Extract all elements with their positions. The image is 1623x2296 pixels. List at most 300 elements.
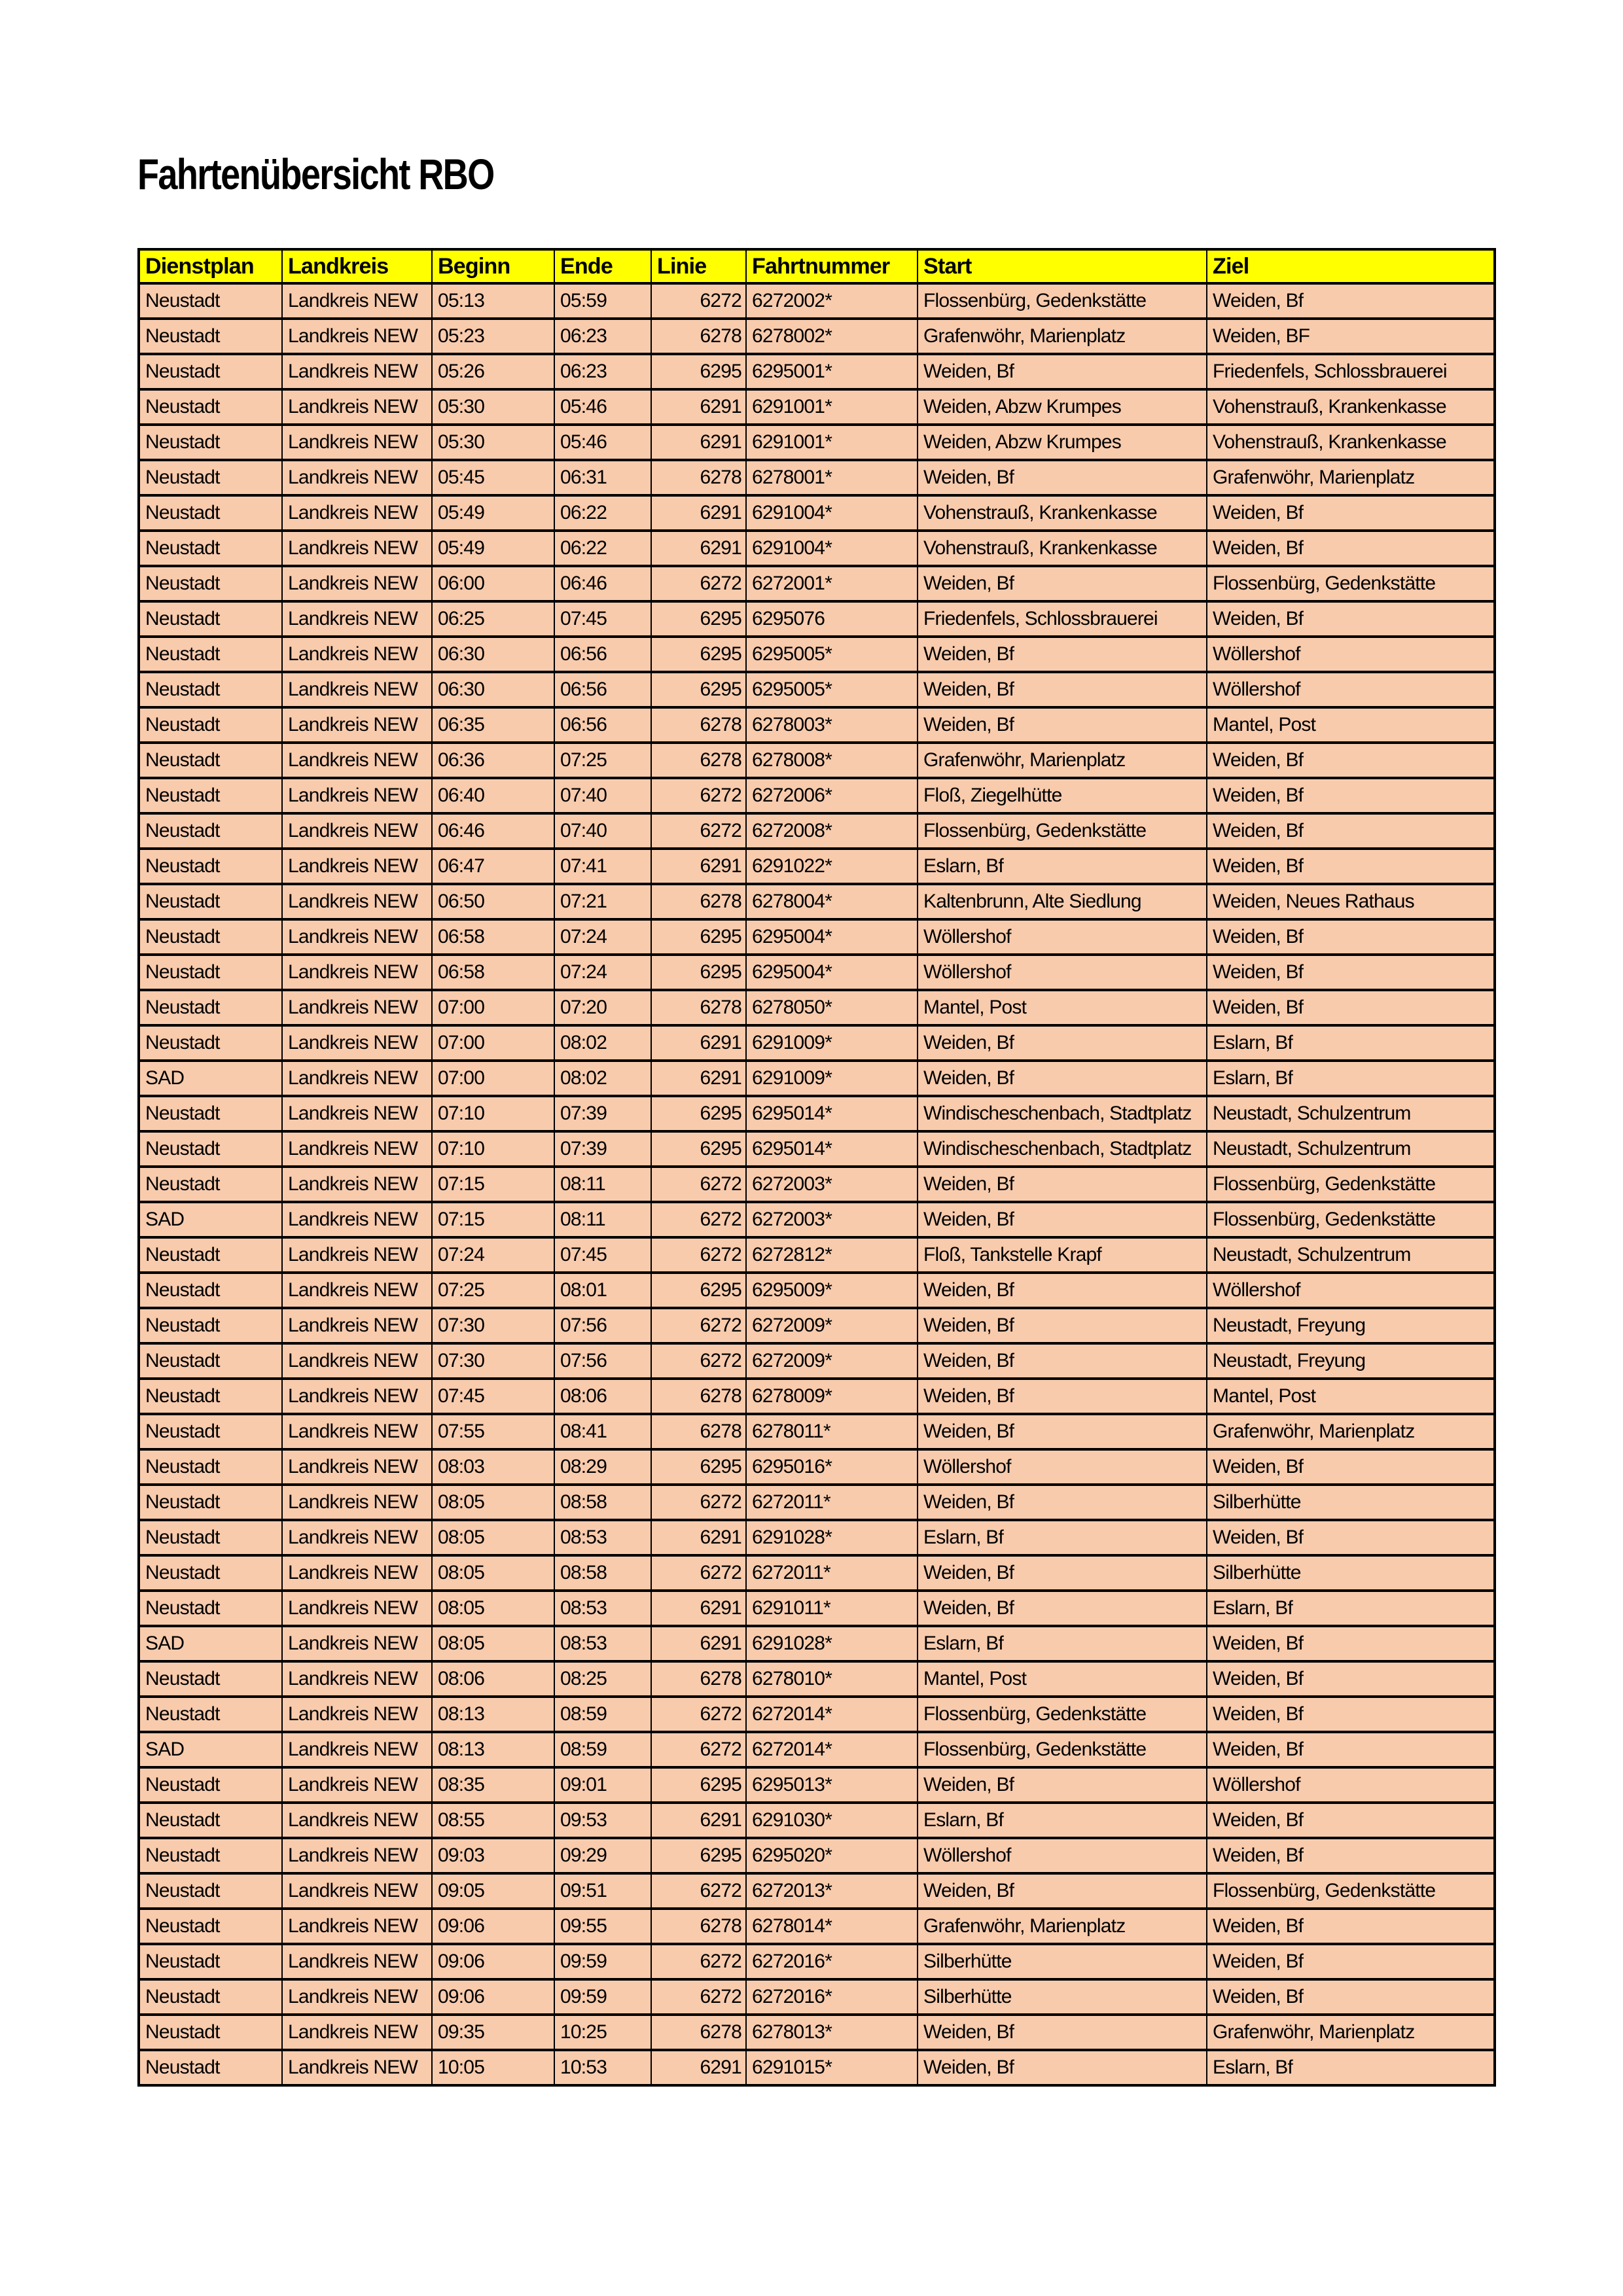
cell-fahrtnummer: 6272003* xyxy=(746,1167,918,1202)
cell-ende: 08:58 xyxy=(554,1555,651,1591)
cell-start: Grafenwöhr, Marienplatz xyxy=(918,1909,1207,1944)
cell-dienstplan: Neustadt xyxy=(139,813,282,849)
cell-beginn: 08:05 xyxy=(432,1485,554,1520)
cell-fahrtnummer: 6291022* xyxy=(746,849,918,884)
cell-ziel: Neustadt, Schulzentrum xyxy=(1207,1131,1495,1167)
cell-dienstplan: Neustadt xyxy=(139,2015,282,2050)
cell-linie: 6278 xyxy=(651,1661,746,1697)
cell-beginn: 05:30 xyxy=(432,425,554,460)
cell-ziel: Wöllershof xyxy=(1207,1767,1495,1803)
cell-fahrtnummer: 6278008* xyxy=(746,743,918,778)
cell-ende: 09:01 xyxy=(554,1767,651,1803)
cell-ziel: Eslarn, Bf xyxy=(1207,1591,1495,1626)
cell-ziel: Weiden, Bf xyxy=(1207,778,1495,813)
cell-dienstplan: Neustadt xyxy=(139,1237,282,1273)
cell-ende: 10:25 xyxy=(554,2015,651,2050)
cell-fahrtnummer: 6295013* xyxy=(746,1767,918,1803)
cell-ende: 08:02 xyxy=(554,1061,651,1096)
cell-dienstplan: Neustadt xyxy=(139,919,282,955)
cell-landkreis: Landkreis NEW xyxy=(282,813,432,849)
cell-start: Weiden, Abzw Krumpes xyxy=(918,425,1207,460)
cell-ende: 10:53 xyxy=(554,2050,651,2085)
cell-start: Weiden, Bf xyxy=(918,1308,1207,1343)
cell-landkreis: Landkreis NEW xyxy=(282,1979,432,2015)
cell-linie: 6291 xyxy=(651,1025,746,1061)
cell-fahrtnummer: 6272014* xyxy=(746,1697,918,1732)
cell-dienstplan: Neustadt xyxy=(139,1767,282,1803)
cell-beginn: 08:03 xyxy=(432,1449,554,1485)
cell-beginn: 08:13 xyxy=(432,1697,554,1732)
cell-beginn: 06:00 xyxy=(432,566,554,601)
cell-fahrtnummer: 6291015* xyxy=(746,2050,918,2085)
cell-dienstplan: Neustadt xyxy=(139,955,282,990)
column-header-start: Start xyxy=(918,249,1207,283)
table-row xyxy=(139,389,1495,425)
cell-dienstplan: Neustadt xyxy=(139,778,282,813)
cell-ende: 07:56 xyxy=(554,1308,651,1343)
cell-start: Eslarn, Bf xyxy=(918,1803,1207,1838)
cell-beginn: 07:45 xyxy=(432,1379,554,1414)
cell-linie: 6278 xyxy=(651,707,746,743)
table-row xyxy=(139,566,1495,601)
cell-fahrtnummer: 6278013* xyxy=(746,2015,918,2050)
cell-landkreis: Landkreis NEW xyxy=(282,1732,432,1767)
cell-linie: 6291 xyxy=(651,1520,746,1555)
cell-beginn: 07:30 xyxy=(432,1343,554,1379)
cell-ziel: Flossenbürg, Gedenkstätte xyxy=(1207,1167,1495,1202)
cell-fahrtnummer: 6295016* xyxy=(746,1449,918,1485)
cell-fahrtnummer: 6278004* xyxy=(746,884,918,919)
table-row xyxy=(139,1873,1495,1909)
cell-ziel: Neustadt, Schulzentrum xyxy=(1207,1096,1495,1131)
cell-ende: 07:45 xyxy=(554,601,651,637)
cell-beginn: 06:47 xyxy=(432,849,554,884)
column-header-beginn: Beginn xyxy=(432,249,554,283)
cell-landkreis: Landkreis NEW xyxy=(282,2015,432,2050)
cell-fahrtnummer: 6291028* xyxy=(746,1626,918,1661)
cell-landkreis: Landkreis NEW xyxy=(282,1803,432,1838)
cell-dienstplan: Neustadt xyxy=(139,1873,282,1909)
cell-ziel: Weiden, BF xyxy=(1207,319,1495,354)
cell-ziel: Weiden, Bf xyxy=(1207,1979,1495,2015)
cell-ende: 07:39 xyxy=(554,1131,651,1167)
cell-start: Weiden, Bf xyxy=(918,354,1207,389)
cell-dienstplan: Neustadt xyxy=(139,495,282,531)
cell-ende: 08:41 xyxy=(554,1414,651,1449)
cell-ziel: Weiden, Neues Rathaus xyxy=(1207,884,1495,919)
cell-landkreis: Landkreis NEW xyxy=(282,283,432,319)
cell-landkreis: Landkreis NEW xyxy=(282,495,432,531)
cell-linie: 6291 xyxy=(651,389,746,425)
cell-dienstplan: Neustadt xyxy=(139,354,282,389)
cell-beginn: 07:15 xyxy=(432,1202,554,1237)
cell-beginn: 07:00 xyxy=(432,990,554,1025)
cell-landkreis: Landkreis NEW xyxy=(282,1767,432,1803)
table-row xyxy=(139,1343,1495,1379)
cell-fahrtnummer: 6291009* xyxy=(746,1061,918,1096)
cell-beginn: 05:13 xyxy=(432,283,554,319)
cell-landkreis: Landkreis NEW xyxy=(282,531,432,566)
cell-ende: 06:22 xyxy=(554,495,651,531)
cell-dienstplan: Neustadt xyxy=(139,389,282,425)
cell-dienstplan: Neustadt xyxy=(139,1591,282,1626)
cell-beginn: 07:55 xyxy=(432,1414,554,1449)
fahrten-table xyxy=(137,248,1496,2087)
cell-linie: 6272 xyxy=(651,813,746,849)
cell-ziel: Wöllershof xyxy=(1207,672,1495,707)
table-row xyxy=(139,813,1495,849)
cell-beginn: 08:05 xyxy=(432,1626,554,1661)
cell-dienstplan: Neustadt xyxy=(139,884,282,919)
cell-dienstplan: Neustadt xyxy=(139,1273,282,1308)
cell-landkreis: Landkreis NEW xyxy=(282,778,432,813)
cell-landkreis: Landkreis NEW xyxy=(282,672,432,707)
cell-dienstplan: Neustadt xyxy=(139,1167,282,1202)
cell-beginn: 07:00 xyxy=(432,1025,554,1061)
cell-ende: 08:11 xyxy=(554,1202,651,1237)
cell-beginn: 06:46 xyxy=(432,813,554,849)
cell-linie: 6295 xyxy=(651,1449,746,1485)
cell-ende: 08:25 xyxy=(554,1661,651,1697)
cell-start: Kaltenbrunn, Alte Siedlung xyxy=(918,884,1207,919)
table-row xyxy=(139,531,1495,566)
cell-beginn: 07:15 xyxy=(432,1167,554,1202)
cell-landkreis: Landkreis NEW xyxy=(282,849,432,884)
cell-beginn: 06:30 xyxy=(432,637,554,672)
cell-landkreis: Landkreis NEW xyxy=(282,1202,432,1237)
cell-beginn: 06:30 xyxy=(432,672,554,707)
cell-beginn: 08:06 xyxy=(432,1661,554,1697)
cell-ende: 07:20 xyxy=(554,990,651,1025)
cell-ziel: Silberhütte xyxy=(1207,1555,1495,1591)
cell-ziel: Weiden, Bf xyxy=(1207,1803,1495,1838)
cell-linie: 6291 xyxy=(651,849,746,884)
cell-ende: 07:40 xyxy=(554,813,651,849)
cell-landkreis: Landkreis NEW xyxy=(282,1909,432,1944)
cell-dienstplan: Neustadt xyxy=(139,1803,282,1838)
cell-ziel: Weiden, Bf xyxy=(1207,1909,1495,1944)
cell-dienstplan: Neustadt xyxy=(139,849,282,884)
table-row xyxy=(139,1909,1495,1944)
cell-dienstplan: Neustadt xyxy=(139,707,282,743)
cell-linie: 6272 xyxy=(651,566,746,601)
cell-fahrtnummer: 6272003* xyxy=(746,1202,918,1237)
cell-landkreis: Landkreis NEW xyxy=(282,1025,432,1061)
table-row xyxy=(139,1237,1495,1273)
cell-ziel: Weiden, Bf xyxy=(1207,743,1495,778)
table-row xyxy=(139,1555,1495,1591)
cell-linie: 6291 xyxy=(651,1626,746,1661)
cell-beginn: 09:05 xyxy=(432,1873,554,1909)
cell-linie: 6295 xyxy=(651,1131,746,1167)
cell-linie: 6272 xyxy=(651,1944,746,1979)
column-header-dienstplan: Dienstplan xyxy=(139,249,282,283)
cell-beginn: 09:06 xyxy=(432,1944,554,1979)
cell-fahrtnummer: 6278050* xyxy=(746,990,918,1025)
cell-linie: 6272 xyxy=(651,1979,746,2015)
cell-landkreis: Landkreis NEW xyxy=(282,1838,432,1873)
cell-start: Friedenfels, Schlossbrauerei xyxy=(918,601,1207,637)
cell-ziel: Weiden, Bf xyxy=(1207,849,1495,884)
cell-linie: 6291 xyxy=(651,2050,746,2085)
cell-linie: 6295 xyxy=(651,672,746,707)
table-row xyxy=(139,884,1495,919)
table-row xyxy=(139,283,1495,319)
cell-landkreis: Landkreis NEW xyxy=(282,566,432,601)
cell-dienstplan: Neustadt xyxy=(139,425,282,460)
cell-start: Weiden, Bf xyxy=(918,672,1207,707)
cell-fahrtnummer: 6272812* xyxy=(746,1237,918,1273)
table-row xyxy=(139,1131,1495,1167)
table-row xyxy=(139,990,1495,1025)
cell-landkreis: Landkreis NEW xyxy=(282,1237,432,1273)
cell-ende: 07:45 xyxy=(554,1237,651,1273)
table-row xyxy=(139,601,1495,637)
cell-dienstplan: Neustadt xyxy=(139,1520,282,1555)
cell-linie: 6272 xyxy=(651,1167,746,1202)
cell-fahrtnummer: 6291009* xyxy=(746,1025,918,1061)
cell-fahrtnummer: 6295005* xyxy=(746,672,918,707)
cell-fahrtnummer: 6278001* xyxy=(746,460,918,495)
cell-beginn: 06:40 xyxy=(432,778,554,813)
cell-fahrtnummer: 6272013* xyxy=(746,1873,918,1909)
cell-start: Weiden, Bf xyxy=(918,1379,1207,1414)
cell-ende: 08:11 xyxy=(554,1167,651,1202)
cell-ziel: Weiden, Bf xyxy=(1207,1732,1495,1767)
cell-start: Weiden, Bf xyxy=(918,1555,1207,1591)
cell-beginn: 05:49 xyxy=(432,531,554,566)
cell-fahrtnummer: 6295009* xyxy=(746,1273,918,1308)
cell-ziel: Weiden, Bf xyxy=(1207,495,1495,531)
cell-dienstplan: Neustadt xyxy=(139,637,282,672)
cell-ziel: Vohenstrauß, Krankenkasse xyxy=(1207,425,1495,460)
cell-ziel: Mantel, Post xyxy=(1207,707,1495,743)
cell-start: Wöllershof xyxy=(918,955,1207,990)
cell-ziel: Grafenwöhr, Marienplatz xyxy=(1207,1414,1495,1449)
cell-landkreis: Landkreis NEW xyxy=(282,955,432,990)
table-row xyxy=(139,919,1495,955)
cell-ende: 09:59 xyxy=(554,1944,651,1979)
table-row xyxy=(139,1379,1495,1414)
cell-dienstplan: Neustadt xyxy=(139,319,282,354)
cell-landkreis: Landkreis NEW xyxy=(282,637,432,672)
table-row xyxy=(139,637,1495,672)
cell-ziel: Wöllershof xyxy=(1207,637,1495,672)
cell-ende: 07:56 xyxy=(554,1343,651,1379)
cell-fahrtnummer: 6291011* xyxy=(746,1591,918,1626)
cell-ziel: Neustadt, Freyung xyxy=(1207,1308,1495,1343)
table-row xyxy=(139,1308,1495,1343)
cell-ende: 08:29 xyxy=(554,1449,651,1485)
cell-ende: 07:24 xyxy=(554,955,651,990)
cell-dienstplan: Neustadt xyxy=(139,1379,282,1414)
cell-fahrtnummer: 6291004* xyxy=(746,495,918,531)
cell-landkreis: Landkreis NEW xyxy=(282,2050,432,2085)
column-header-linie: Linie xyxy=(651,249,746,283)
cell-linie: 6272 xyxy=(651,1697,746,1732)
table-row xyxy=(139,1979,1495,2015)
cell-fahrtnummer: 6278009* xyxy=(746,1379,918,1414)
cell-fahrtnummer: 6272009* xyxy=(746,1308,918,1343)
cell-start: Weiden, Bf xyxy=(918,1343,1207,1379)
cell-landkreis: Landkreis NEW xyxy=(282,1944,432,1979)
cell-beginn: 09:35 xyxy=(432,2015,554,2050)
cell-landkreis: Landkreis NEW xyxy=(282,1131,432,1167)
cell-start: Mantel, Post xyxy=(918,1661,1207,1697)
cell-start: Weiden, Bf xyxy=(918,1591,1207,1626)
cell-ziel: Weiden, Bf xyxy=(1207,1661,1495,1697)
cell-ziel: Eslarn, Bf xyxy=(1207,1025,1495,1061)
cell-dienstplan: Neustadt xyxy=(139,672,282,707)
table-row xyxy=(139,1626,1495,1661)
cell-dienstplan: Neustadt xyxy=(139,1414,282,1449)
cell-ziel: Flossenbürg, Gedenkstätte xyxy=(1207,1202,1495,1237)
table-row xyxy=(139,1273,1495,1308)
cell-ziel: Flossenbürg, Gedenkstätte xyxy=(1207,566,1495,601)
cell-fahrtnummer: 6278014* xyxy=(746,1909,918,1944)
cell-dienstplan: Neustadt xyxy=(139,1555,282,1591)
cell-start: Weiden, Bf xyxy=(918,1873,1207,1909)
table-row xyxy=(139,1591,1495,1626)
table-row xyxy=(139,1767,1495,1803)
cell-fahrtnummer: 6295020* xyxy=(746,1838,918,1873)
cell-ende: 09:51 xyxy=(554,1873,651,1909)
cell-ende: 07:41 xyxy=(554,849,651,884)
cell-landkreis: Landkreis NEW xyxy=(282,354,432,389)
cell-start: Flossenbürg, Gedenkstätte xyxy=(918,283,1207,319)
cell-ende: 08:59 xyxy=(554,1697,651,1732)
cell-landkreis: Landkreis NEW xyxy=(282,1661,432,1697)
table-row xyxy=(139,1803,1495,1838)
cell-fahrtnummer: 6272008* xyxy=(746,813,918,849)
cell-fahrtnummer: 6278002* xyxy=(746,319,918,354)
cell-fahrtnummer: 6272016* xyxy=(746,1979,918,2015)
cell-dienstplan: Neustadt xyxy=(139,1131,282,1167)
cell-start: Weiden, Bf xyxy=(918,566,1207,601)
cell-ziel: Silberhütte xyxy=(1207,1485,1495,1520)
cell-linie: 6272 xyxy=(651,1202,746,1237)
cell-landkreis: Landkreis NEW xyxy=(282,601,432,637)
table-row xyxy=(139,1414,1495,1449)
cell-start: Grafenwöhr, Marienplatz xyxy=(918,743,1207,778)
cell-dienstplan: Neustadt xyxy=(139,1909,282,1944)
table-row xyxy=(139,460,1495,495)
cell-dienstplan: Neustadt xyxy=(139,566,282,601)
cell-landkreis: Landkreis NEW xyxy=(282,1591,432,1626)
cell-landkreis: Landkreis NEW xyxy=(282,1273,432,1308)
cell-start: Weiden, Bf xyxy=(918,1025,1207,1061)
cell-ziel: Eslarn, Bf xyxy=(1207,1061,1495,1096)
cell-beginn: 08:55 xyxy=(432,1803,554,1838)
cell-landkreis: Landkreis NEW xyxy=(282,919,432,955)
cell-ziel: Weiden, Bf xyxy=(1207,1838,1495,1873)
cell-linie: 6272 xyxy=(651,1308,746,1343)
cell-ziel: Weiden, Bf xyxy=(1207,919,1495,955)
cell-linie: 6278 xyxy=(651,1909,746,1944)
cell-beginn: 06:50 xyxy=(432,884,554,919)
cell-start: Weiden, Bf xyxy=(918,460,1207,495)
cell-ende: 08:53 xyxy=(554,1626,651,1661)
cell-ziel: Weiden, Bf xyxy=(1207,1697,1495,1732)
cell-ziel: Friedenfels, Schlossbrauerei xyxy=(1207,354,1495,389)
cell-dienstplan: Neustadt xyxy=(139,601,282,637)
table-row xyxy=(139,1096,1495,1131)
cell-ende: 06:56 xyxy=(554,637,651,672)
cell-ziel: Weiden, Bf xyxy=(1207,1626,1495,1661)
cell-dienstplan: SAD xyxy=(139,1626,282,1661)
cell-ende: 05:46 xyxy=(554,389,651,425)
cell-linie: 6278 xyxy=(651,990,746,1025)
cell-linie: 6295 xyxy=(651,1273,746,1308)
cell-beginn: 10:05 xyxy=(432,2050,554,2085)
cell-beginn: 05:49 xyxy=(432,495,554,531)
table-row xyxy=(139,1167,1495,1202)
cell-landkreis: Landkreis NEW xyxy=(282,1626,432,1661)
cell-ziel: Weiden, Bf xyxy=(1207,1520,1495,1555)
cell-start: Grafenwöhr, Marienplatz xyxy=(918,319,1207,354)
cell-beginn: 09:06 xyxy=(432,1909,554,1944)
cell-start: Weiden, Bf xyxy=(918,1167,1207,1202)
cell-fahrtnummer: 6272011* xyxy=(746,1555,918,1591)
table-row xyxy=(139,2050,1495,2085)
cell-dienstplan: SAD xyxy=(139,1061,282,1096)
cell-beginn: 05:45 xyxy=(432,460,554,495)
cell-start: Windischeschenbach, Stadtplatz xyxy=(918,1096,1207,1131)
cell-linie: 6291 xyxy=(651,531,746,566)
cell-landkreis: Landkreis NEW xyxy=(282,1873,432,1909)
cell-ende: 09:59 xyxy=(554,1979,651,2015)
cell-fahrtnummer: 6272011* xyxy=(746,1485,918,1520)
cell-dienstplan: Neustadt xyxy=(139,460,282,495)
cell-linie: 6295 xyxy=(651,919,746,955)
cell-ende: 08:06 xyxy=(554,1379,651,1414)
table-row xyxy=(139,495,1495,531)
cell-linie: 6272 xyxy=(651,1732,746,1767)
cell-beginn: 09:06 xyxy=(432,1979,554,2015)
table-row xyxy=(139,1520,1495,1555)
cell-landkreis: Landkreis NEW xyxy=(282,1697,432,1732)
cell-landkreis: Landkreis NEW xyxy=(282,1449,432,1485)
cell-ende: 08:53 xyxy=(554,1591,651,1626)
cell-fahrtnummer: 6295014* xyxy=(746,1131,918,1167)
table-row xyxy=(139,1449,1495,1485)
cell-start: Weiden, Bf xyxy=(918,2050,1207,2085)
table-row xyxy=(139,1025,1495,1061)
cell-start: Flossenbürg, Gedenkstätte xyxy=(918,813,1207,849)
cell-beginn: 08:13 xyxy=(432,1732,554,1767)
cell-dienstplan: Neustadt xyxy=(139,1944,282,1979)
cell-ende: 05:59 xyxy=(554,283,651,319)
cell-fahrtnummer: 6272002* xyxy=(746,283,918,319)
column-header-fahrtnummer: Fahrtnummer xyxy=(746,249,918,283)
cell-ziel: Weiden, Bf xyxy=(1207,990,1495,1025)
cell-landkreis: Landkreis NEW xyxy=(282,743,432,778)
table-row xyxy=(139,849,1495,884)
cell-landkreis: Landkreis NEW xyxy=(282,1096,432,1131)
cell-landkreis: Landkreis NEW xyxy=(282,1343,432,1379)
cell-ende: 06:46 xyxy=(554,566,651,601)
cell-start: Eslarn, Bf xyxy=(918,1626,1207,1661)
cell-ziel: Weiden, Bf xyxy=(1207,1449,1495,1485)
table-row xyxy=(139,1485,1495,1520)
cell-dienstplan: Neustadt xyxy=(139,1979,282,2015)
cell-start: Windischeschenbach, Stadtplatz xyxy=(918,1131,1207,1167)
table-row xyxy=(139,707,1495,743)
cell-ziel: Weiden, Bf xyxy=(1207,1944,1495,1979)
cell-linie: 6291 xyxy=(651,1803,746,1838)
cell-ziel: Weiden, Bf xyxy=(1207,813,1495,849)
cell-beginn: 07:24 xyxy=(432,1237,554,1273)
